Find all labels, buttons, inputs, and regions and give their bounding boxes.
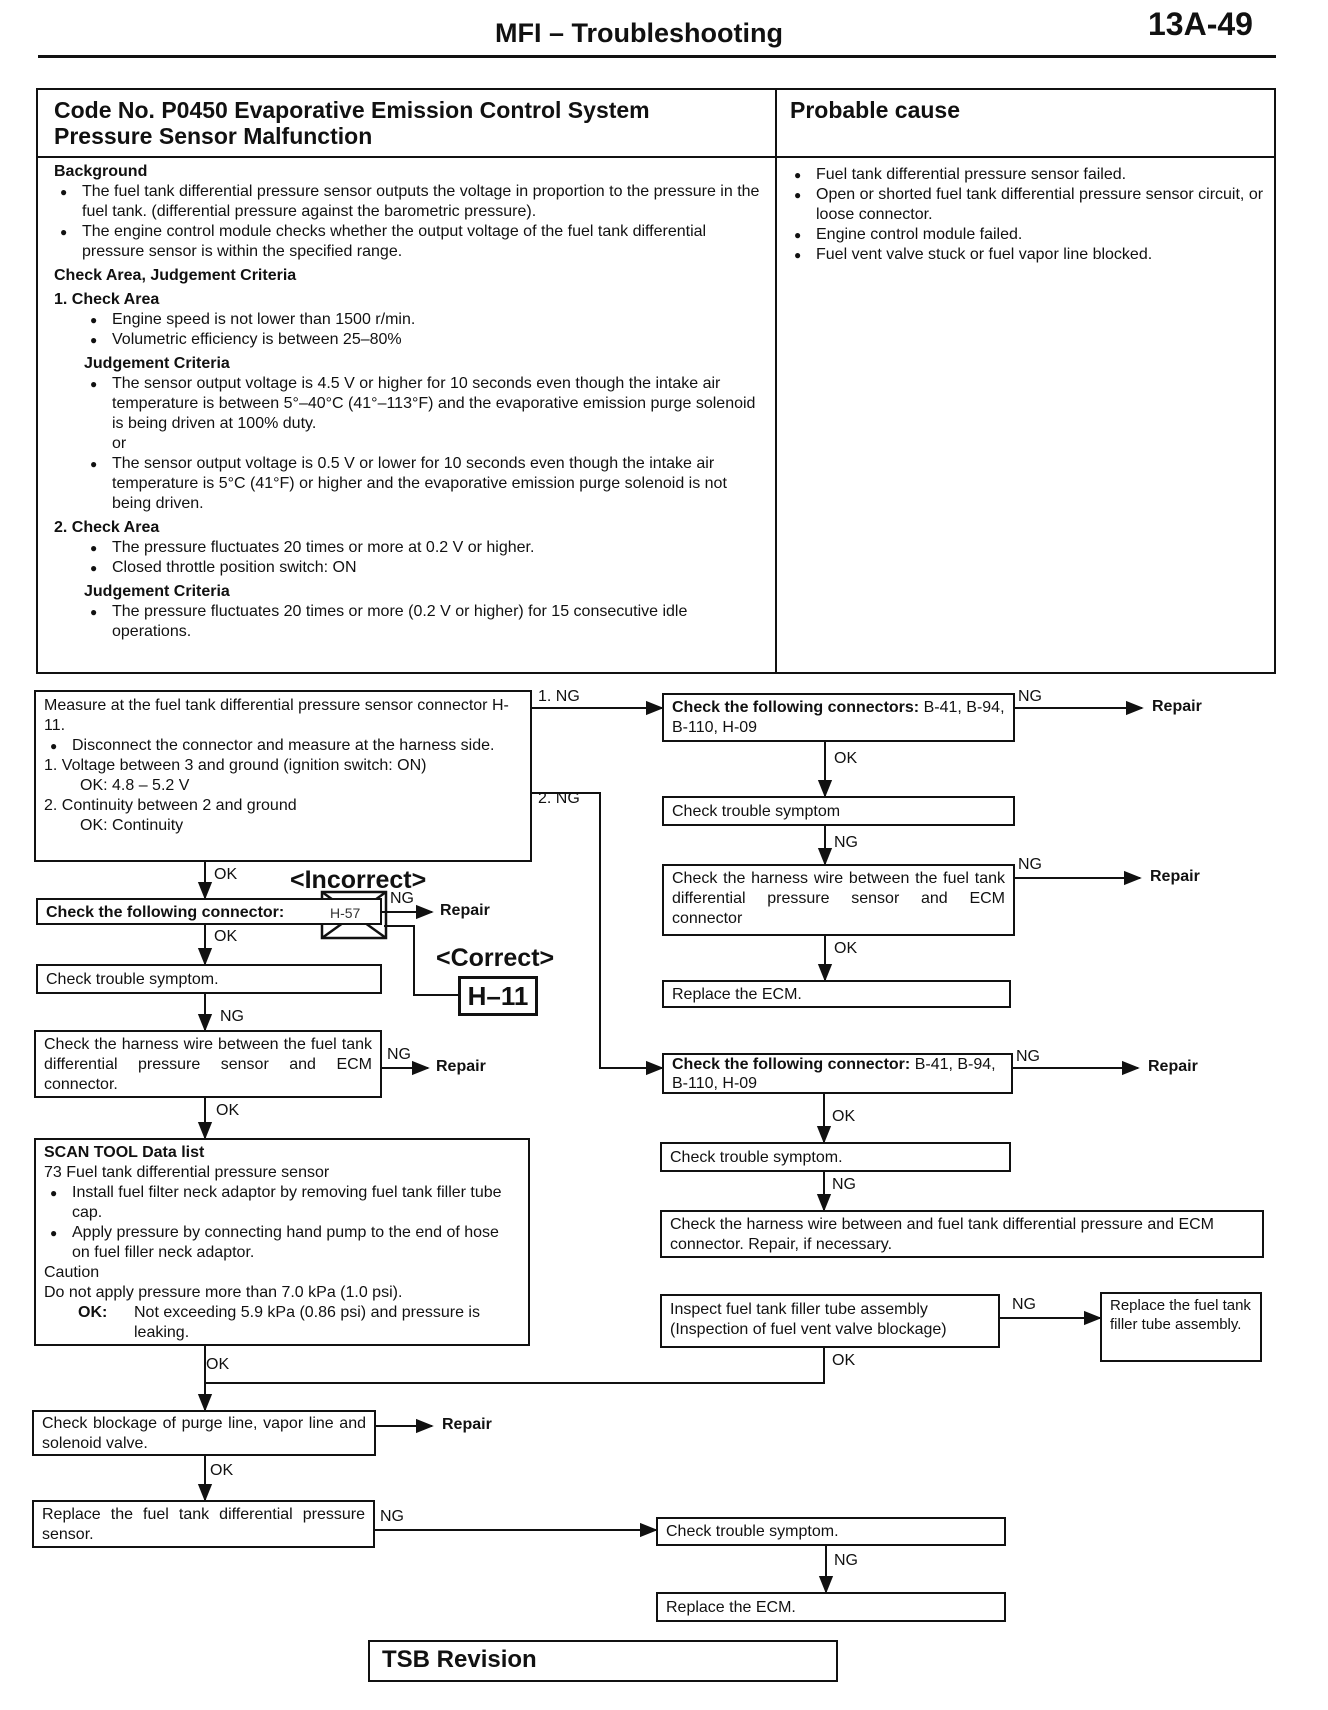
label-ok: OK [834,940,858,957]
left-harness-box: Check the harness wire between the fuel tank differential pressure sensor and ECM connector. [34,1030,382,1098]
r3-replace-ecm-box: Replace the ECM. [656,1592,1006,1622]
connector-label: Check the following connector: [46,904,285,921]
label-ok: OK [210,1462,234,1479]
measure-bullet: ● Disconnect the connector and measure at the harness side. [44,736,522,756]
scan-caution-text: Do not apply pressure more than 7.0 kPa (1.0 psi). [44,1284,403,1301]
label-2ng: 2. NG [538,790,580,807]
label-ok: OK [216,1102,240,1119]
check-area-2-item: ● The pressure fluctuates 20 times or more at 0.2 V or higher. [84,538,762,558]
label-ok: OK [214,928,238,945]
r2-connector-lead: Check the following connector: [672,1056,911,1073]
label-repair: Repair [440,902,490,919]
cause-item: ● Fuel tank differential pressure sensor failed. [788,165,1264,185]
judgement-2-title: Judgement Criteria [84,583,230,600]
r3-symptom-box: Check trouble symptom. [656,1517,1006,1546]
r2-harness-box: Check the harness wire between and fuel tank differential pressure and ECM connector. Repair, if necessary. [660,1210,1264,1258]
measure-ok: OK: Continuity [80,817,184,834]
check-area-heading: Check Area, Judgement Criteria [54,267,297,284]
scan-tool-box [34,1138,530,1346]
judgement-2-item: ● The pressure fluctuates 20 times or more (0.2 V or higher) for 15 consecutive idle operations. [84,602,762,642]
arrow-2ng [532,793,662,1068]
scan-ok-text: Not exceeding 5.9 kPa (0.86 psi) and pressure is leaking. [134,1304,480,1341]
corrected-connector-box: H–11 [458,976,538,1016]
r1-connectors-rest: B-41, B-94, B-110, H-09 [672,699,1005,736]
label-ok: OK [834,750,858,767]
page-number: 13A-49 [1148,6,1253,42]
r1-connectors-box [662,693,1015,742]
replace-filler-box: Replace the fuel tank filler tube assembly. [1100,1292,1262,1362]
label-ok: OK [832,1352,856,1369]
background-item: ● The engine control module checks whether the output voltage of the fuel tank differential pressure sensor is within the specified range. [54,222,762,262]
background-heading: Background [54,163,148,180]
label-repair: Repair [1150,868,1200,885]
label-ng: NG [390,890,414,907]
r2-connector-box [662,1053,1013,1094]
struck-connector-text: H-57 [330,905,361,921]
blockage-box: Check blockage of purge line, vapor line and solenoid valve. [32,1410,376,1456]
code-title: Code No. P0450 Evaporative Emission Control System Pressure Sensor Malfunction [54,97,650,149]
label-ng: NG [832,1176,856,1193]
judgement-or: or [112,435,127,452]
measure-step: 2. Continuity between 2 and ground [44,797,297,814]
r2-symptom-box: Check trouble symptom. [660,1142,1011,1172]
label-1ng: 1. NG [538,688,580,705]
incorrect-label: <Incorrect> [290,866,427,894]
label-ng: NG [387,1046,411,1063]
scan-ok [44,1303,520,1343]
scan-bullet: ● Apply pressure by connecting hand pump to the end of hose on fuel filler neck adaptor. [44,1223,520,1263]
check-area-2-title: 2. Check Area [54,519,160,536]
inspect-filler-box: Inspect fuel tank filler tube assembly (Inspection of fuel vent valve blockage) [660,1294,1000,1348]
label-ng: NG [380,1508,404,1525]
cause-item: ● Fuel vent valve stuck or fuel vapor line blocked. [788,245,1264,265]
label-ng: NG [1018,856,1042,873]
label-ok: OK [832,1108,856,1125]
judgement-1-title: Judgement Criteria [84,355,230,372]
r1-harness-box: Check the harness wire between the fuel tank differential pressure sensor and ECM connector [662,864,1015,936]
scan-ok-label: OK: [78,1304,108,1321]
scan-title: SCAN TOOL Data list [44,1144,205,1161]
label-ng: NG [1016,1048,1040,1065]
probable-cause-title: Probable cause [790,97,961,123]
scan-bullet: ● Install fuel filter neck adaptor by removing fuel tank filler tube cap. [44,1183,520,1223]
r1-connectors-lead: Check the following connectors: [672,699,920,716]
label-ng: NG [220,1008,244,1025]
scan-item: 73 Fuel tank differential pressure sensor [44,1164,330,1181]
check-area-1-item: ● Engine speed is not lower than 1500 r/min. [84,310,762,330]
background-item: ● The fuel tank differential pressure sensor outputs the voltage in proportion to the pressure in the fuel tank. (differential pressure against the barometric pressure). [54,182,762,222]
label-ok: OK [206,1356,230,1373]
measure-ok: OK: 4.8 – 5.2 V [80,777,190,794]
r2-connector-rest: B-41, B-94, B-110, H-09 [672,1056,996,1092]
label-ng: NG [834,1552,858,1569]
r1-symptom-box: Check trouble symptom [662,796,1015,826]
judgement-1-item: ● The sensor output voltage is 4.5 V or higher for 10 seconds even though the intake air temperature is between 5°–40°C (41°–113°F) and the evaporative emission purge solenoid is being driven at 100% duty. [84,374,762,434]
label-repair: Repair [436,1058,486,1075]
label-ng: NG [834,834,858,851]
cause-item: ● Engine control module failed. [788,225,1264,245]
label-repair: Repair [1148,1058,1198,1075]
cause-item: ● Open or shorted fuel tank differential pressure sensor circuit, or loose connector. [788,185,1264,225]
r1-replace-ecm-box: Replace the ECM. [662,980,1011,1008]
label-repair: Repair [442,1416,492,1433]
scan-caution: Caution [44,1264,100,1281]
measure-box [34,690,532,862]
label-ng: NG [1012,1296,1036,1313]
label-ok: OK [214,866,238,883]
label-ng: NG [1018,688,1042,705]
correct-label: <Correct> [436,944,555,972]
check-area-1-title: 1. Check Area [54,291,160,308]
measure-step: 1. Voltage between 3 and ground (ignition switch: ON) [44,757,427,774]
inspect-ok-line [205,1348,824,1383]
check-area-1-item: ● Volumetric efficiency is between 25–80% [84,330,762,350]
label-repair: Repair [1152,698,1202,715]
page-title: MFI – Troubleshooting [495,18,783,48]
measure-text: Measure at the fuel tank differential pressure sensor connector H-11. [44,697,509,734]
tsb-revision-box: TSB Revision [368,1640,838,1682]
replace-sensor-box: Replace the fuel tank differential pressure sensor. [32,1500,375,1548]
left-symptom-box: Check trouble symptom. [36,964,382,994]
check-area-2-item: ● Closed throttle position switch: ON [84,558,762,578]
judgement-1-item: ● The sensor output voltage is 0.5 V or lower for 10 seconds even though the intake air temperature is 5°C (41°F) or higher and the evaporative emission purge solenoid is not being driven. [84,454,762,514]
